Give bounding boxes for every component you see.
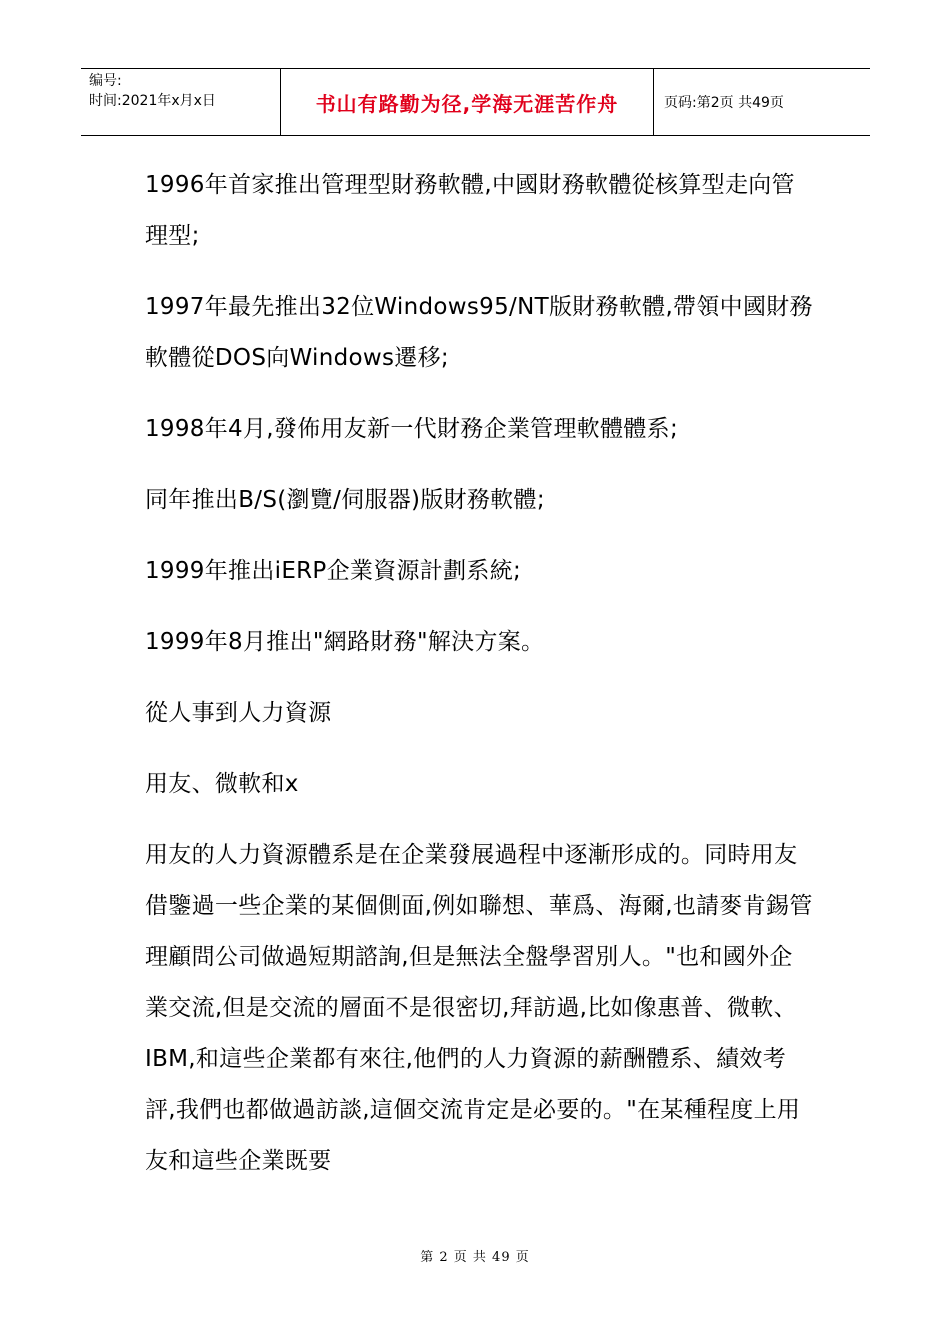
section-subheading: 用友、微軟和x [145,771,299,797]
page-header [81,68,870,136]
paragraph-1999-network: 1999年8月推出"網路財務"解決方案。 [145,629,545,655]
paragraph-hr-system: 用友的人力資源體系是在企業發展過程中逐漸形成的。同時用友借鑒過一些企業的某個側面,例如聯想、華爲、海爾,也請麥肯錫管理顧問公司做過短期諮詢,但是無法全盤學習別人。"也和國外企業交流,但是交流的層面不是很密切,拜訪過,比如像惠普、微軟、IBM,和這些企業都有來往,他們的人力資源的薪酬體系、績效考評,我們也都做過訪談,這個交流肯定是必要的。"在某種程度上用友和這些企業既要 [145,842,813,1174]
document-number-label: 编号: [89,73,122,89]
paragraph-bs-version: 同年推出B/S(瀏覽/伺服器)版財務軟體; [145,487,545,513]
header-motto: 书山有路勤为径,学海无涯苦作舟 [281,69,654,135]
header-meta [81,69,281,135]
paragraph-1998: 1998年4月,發佈用友新一代財務企業管理軟體體系; [145,416,679,442]
section-heading-hr: 從人事到人力資源 [145,700,332,726]
header-page-info: 页码:第2页 共49页 [664,95,784,111]
paragraph-1997: 1997年最先推出32位Windows95/NT版財務軟體,帶領中國財務軟體從DOS向Windows遷移; [145,294,813,371]
paragraph-1999-ierp: 1999年推出iERP企業資源計劃系統; [145,558,522,584]
document-body [145,160,815,1207]
page-footer: 第 2 页 共 49 页 [420,1250,530,1265]
document-time-label: 时间:2021年x月x日 [89,93,216,109]
paragraph-1996: 1996年首家推出管理型財務軟體,中國財務軟體從核算型走向管理型; [145,172,795,249]
